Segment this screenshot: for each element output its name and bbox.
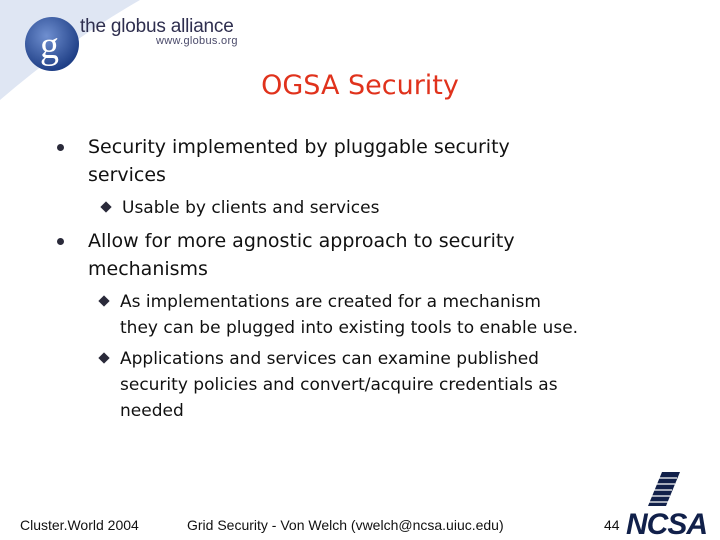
sub-bullet-1-1-line-1: Usable by clients and services bbox=[122, 198, 380, 218]
page-number: 44 bbox=[604, 517, 620, 533]
sub-bullet-2-1-line-2: they can be plugged into existing tools to enable use. bbox=[120, 318, 579, 338]
logo-name: the globus alliance bbox=[80, 16, 234, 37]
bullet-diamond-icon bbox=[98, 352, 109, 363]
bullet-dot-icon bbox=[57, 144, 64, 151]
bullet-1-line-2: services bbox=[88, 164, 166, 186]
footer-author: Grid Security - Von Welch (vwelch@ncsa.uiuc.edu) bbox=[187, 517, 504, 533]
sub-bullet-2-2 bbox=[120, 346, 680, 424]
sub-bullet-2-2-line-1: Applications and services can examine published bbox=[120, 349, 539, 369]
bullet-1-line-1: Security implemented by pluggable security bbox=[88, 136, 510, 158]
footer-conference: Cluster.World 2004 bbox=[20, 517, 139, 533]
sub-bullet-1-1 bbox=[122, 195, 682, 221]
slide-title: OGSA Security bbox=[261, 70, 459, 101]
sub-bullet-2-2-line-2: security policies and convert/acquire credentials as bbox=[120, 375, 558, 395]
bullet-2-line-2: mechanisms bbox=[88, 258, 208, 280]
ncsa-logo-text: NCSA bbox=[626, 508, 708, 540]
bullet-diamond-icon bbox=[98, 295, 109, 306]
sub-bullet-2-1 bbox=[120, 289, 680, 341]
bullet-2-line-1: Allow for more agnostic approach to security bbox=[88, 230, 515, 252]
sub-bullet-2-2-line-3: needed bbox=[120, 401, 184, 421]
bullet-diamond-icon bbox=[100, 201, 111, 212]
logo-url: www.globus.org bbox=[156, 35, 238, 47]
logo-letter: g bbox=[40, 25, 59, 67]
bullet-1 bbox=[88, 133, 698, 189]
sub-bullet-2-1-line-1: As implementations are created for a mechanism bbox=[120, 292, 541, 312]
bullet-2 bbox=[88, 227, 698, 283]
bullet-dot-icon bbox=[57, 238, 64, 245]
